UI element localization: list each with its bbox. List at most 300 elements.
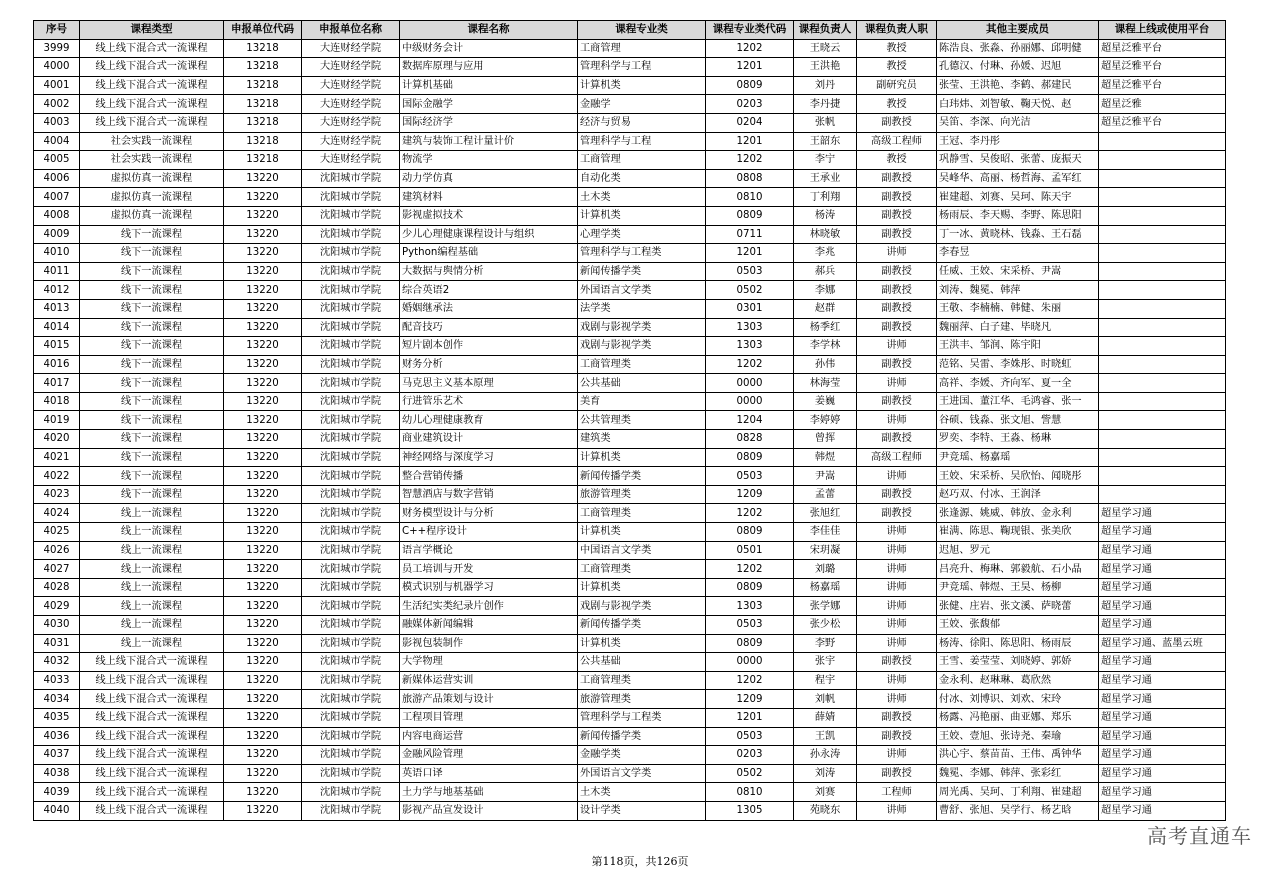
cell-course-name: 模式识别与机器学习 [400, 578, 578, 597]
cell-platform: 超星学习通 [1099, 504, 1226, 523]
cell-members: 魏冕、李娜、韩萍、张彩红 [937, 764, 1099, 783]
cell-index: 4027 [34, 560, 80, 579]
cell-platform: 超星学习通 [1099, 560, 1226, 579]
cell-major-code: 1202 [706, 560, 794, 579]
cell-major-class: 新闻传播学类 [578, 727, 706, 746]
cell-major-code: 0000 [706, 392, 794, 411]
cell-members: 洪心宇、蔡苗苗、王伟、禹钟华 [937, 746, 1099, 765]
cell-course-type: 线上线下混合式一流课程 [80, 76, 224, 95]
cell-course-type: 虚拟仿真一流课程 [80, 188, 224, 207]
cell-index: 4033 [34, 671, 80, 690]
cell-major-class: 新闻传播学类 [578, 616, 706, 635]
cell-course-name: 建筑材料 [400, 188, 578, 207]
cell-index: 4023 [34, 485, 80, 504]
cell-unit-code: 13220 [224, 783, 302, 802]
cell-platform [1099, 467, 1226, 486]
cell-major-code: 0502 [706, 764, 794, 783]
cell-index: 4035 [34, 708, 80, 727]
cell-major-class: 建筑类 [578, 430, 706, 449]
cell-lead: 苑晓东 [794, 801, 857, 820]
cell-platform: 超星学习通 [1099, 541, 1226, 560]
cell-major-code: 0502 [706, 281, 794, 300]
cell-lead-title: 副教授 [857, 281, 937, 300]
cell-unit-code: 13220 [224, 653, 302, 672]
cell-major-class: 金融学类 [578, 746, 706, 765]
cell-index: 4005 [34, 151, 80, 170]
table-row [34, 597, 1226, 616]
cell-members: 曹舒、张旭、吴学行、杨艺晗 [937, 801, 1099, 820]
cell-members: 崔满、陈思、鞠现银、张美欣 [937, 523, 1099, 542]
cell-course-name: 英语口译 [400, 764, 578, 783]
cell-members: 杨露、冯艳丽、曲亚娜、郑乐 [937, 708, 1099, 727]
cell-members: 王敬、李楠楠、韩健、朱丽 [937, 299, 1099, 318]
column-header: 申报单位代码 [224, 21, 302, 40]
cell-platform [1099, 299, 1226, 318]
cell-platform [1099, 374, 1226, 393]
cell-members: 陈浩良、张淼、孙丽娜、邱明健 [937, 39, 1099, 58]
cell-lead: 李丹捷 [794, 95, 857, 114]
table-header-row [34, 21, 1226, 40]
cell-platform: 超星学习通 [1099, 653, 1226, 672]
table-row [34, 783, 1226, 802]
cell-unit-name: 沈阳城市学院 [302, 281, 400, 300]
cell-lead-title: 讲师 [857, 671, 937, 690]
cell-unit-code: 13218 [224, 58, 302, 77]
cell-members: 崔建超、刘赛、吴珂、陈天宇 [937, 188, 1099, 207]
cell-index: 4013 [34, 299, 80, 318]
cell-course-name: 新媒体运营实训 [400, 671, 578, 690]
cell-course-type: 线下一流课程 [80, 467, 224, 486]
cell-major-class: 土木类 [578, 783, 706, 802]
cell-unit-name: 沈阳城市学院 [302, 504, 400, 523]
cell-unit-code: 13220 [224, 727, 302, 746]
course-table-container [33, 20, 1225, 821]
cell-members: 孔德汉、付琳、孙媛、迟旭 [937, 58, 1099, 77]
cell-unit-name: 沈阳城市学院 [302, 541, 400, 560]
cell-major-code: 1201 [706, 708, 794, 727]
cell-unit-name: 沈阳城市学院 [302, 206, 400, 225]
cell-unit-name: 沈阳城市学院 [302, 523, 400, 542]
table-row [34, 76, 1226, 95]
cell-unit-name: 大连财经学院 [302, 76, 400, 95]
cell-major-class: 计算机类 [578, 578, 706, 597]
cell-unit-name: 沈阳城市学院 [302, 392, 400, 411]
cell-major-class: 工商管理类 [578, 355, 706, 374]
cell-major-code: 0503 [706, 262, 794, 281]
cell-lead: 王洪艳 [794, 58, 857, 77]
cell-index: 4017 [34, 374, 80, 393]
cell-major-class: 新闻传播学类 [578, 467, 706, 486]
cell-course-type: 线上线下混合式一流课程 [80, 801, 224, 820]
column-header: 申报单位名称 [302, 21, 400, 40]
column-header: 课程专业类代码 [706, 21, 794, 40]
cell-course-type: 线上线下混合式一流课程 [80, 690, 224, 709]
cell-unit-code: 13220 [224, 244, 302, 263]
cell-unit-name: 沈阳城市学院 [302, 485, 400, 504]
cell-unit-name: 沈阳城市学院 [302, 430, 400, 449]
cell-lead: 丁利翔 [794, 188, 857, 207]
cell-unit-name: 沈阳城市学院 [302, 299, 400, 318]
table-row [34, 95, 1226, 114]
cell-index: 4012 [34, 281, 80, 300]
cell-course-name: 幼儿心理健康教育 [400, 411, 578, 430]
cell-major-class: 自动化类 [578, 169, 706, 188]
cell-unit-code: 13220 [224, 225, 302, 244]
cell-course-type: 线下一流课程 [80, 430, 224, 449]
cell-course-name: 整合营销传播 [400, 467, 578, 486]
cell-lead-title: 讲师 [857, 746, 937, 765]
cell-members: 尹竞瑶、杨嘉瑶 [937, 448, 1099, 467]
cell-unit-name: 沈阳城市学院 [302, 783, 400, 802]
cell-course-name: 行进管乐艺术 [400, 392, 578, 411]
cell-major-code: 1209 [706, 690, 794, 709]
cell-major-code: 0000 [706, 653, 794, 672]
table-row [34, 448, 1226, 467]
cell-index: 4032 [34, 653, 80, 672]
cell-members: 王姣、壹旭、张诗尧、秦瑜 [937, 727, 1099, 746]
cell-lead: 刘涛 [794, 764, 857, 783]
cell-members: 白玮炜、刘智敏、鞠天悦、赵 [937, 95, 1099, 114]
cell-lead: 李娜 [794, 281, 857, 300]
cell-platform: 超星学习通 [1099, 708, 1226, 727]
cell-course-type: 线上一流课程 [80, 504, 224, 523]
cell-major-code: 0000 [706, 374, 794, 393]
table-row [34, 746, 1226, 765]
cell-lead: 李兆 [794, 244, 857, 263]
cell-course-name: 影视产品宣发设计 [400, 801, 578, 820]
cell-lead-title: 副教授 [857, 169, 937, 188]
cell-lead: 林海莹 [794, 374, 857, 393]
table-row [34, 523, 1226, 542]
cell-course-type: 线上一流课程 [80, 578, 224, 597]
cell-lead: 张旭红 [794, 504, 857, 523]
cell-members: 李春昱 [937, 244, 1099, 263]
cell-index: 4004 [34, 132, 80, 151]
table-row [34, 541, 1226, 560]
cell-unit-code: 13218 [224, 151, 302, 170]
cell-course-type: 线上一流课程 [80, 523, 224, 542]
cell-index: 4019 [34, 411, 80, 430]
cell-unit-name: 沈阳城市学院 [302, 708, 400, 727]
cell-major-class: 工商管理类 [578, 671, 706, 690]
cell-lead: 杨季红 [794, 318, 857, 337]
table-row [34, 132, 1226, 151]
cell-course-name: 大学物理 [400, 653, 578, 672]
cell-course-type: 线上线下混合式一流课程 [80, 783, 224, 802]
cell-lead: 曾挥 [794, 430, 857, 449]
cell-members: 吴笛、李深、向光洁 [937, 113, 1099, 132]
cell-lead: 郝兵 [794, 262, 857, 281]
cell-major-class: 管理科学与工程 [578, 58, 706, 77]
cell-lead-title: 教授 [857, 95, 937, 114]
cell-major-code: 1201 [706, 244, 794, 263]
cell-lead: 刘赛 [794, 783, 857, 802]
cell-lead: 王晓云 [794, 39, 857, 58]
cell-unit-code: 13220 [224, 430, 302, 449]
cell-major-code: 1202 [706, 355, 794, 374]
cell-major-code: 1201 [706, 58, 794, 77]
cell-lead: 李佳佳 [794, 523, 857, 542]
cell-unit-name: 沈阳城市学院 [302, 597, 400, 616]
cell-platform [1099, 188, 1226, 207]
cell-major-class: 外国语言文学类 [578, 764, 706, 783]
cell-lead: 尹嵩 [794, 467, 857, 486]
cell-major-class: 管理科学与工程 [578, 132, 706, 151]
cell-unit-name: 沈阳城市学院 [302, 616, 400, 635]
cell-unit-name: 沈阳城市学院 [302, 262, 400, 281]
table-row [34, 374, 1226, 393]
cell-platform: 超星学习通 [1099, 671, 1226, 690]
cell-index: 4002 [34, 95, 80, 114]
cell-course-type: 线下一流课程 [80, 225, 224, 244]
cell-platform: 超星学习通、蓝墨云班 [1099, 634, 1226, 653]
table-row [34, 411, 1226, 430]
cell-lead: 李宁 [794, 151, 857, 170]
cell-lead: 张少松 [794, 616, 857, 635]
cell-platform [1099, 151, 1226, 170]
cell-unit-code: 13218 [224, 95, 302, 114]
cell-index: 4022 [34, 467, 80, 486]
cell-major-code: 0809 [706, 76, 794, 95]
cell-lead-title: 教授 [857, 151, 937, 170]
cell-unit-code: 13220 [224, 448, 302, 467]
cell-platform: 超星学习通 [1099, 597, 1226, 616]
cell-unit-name: 沈阳城市学院 [302, 318, 400, 337]
cell-major-class: 心理学类 [578, 225, 706, 244]
cell-unit-code: 13220 [224, 634, 302, 653]
cell-unit-code: 13218 [224, 132, 302, 151]
cell-major-class: 工商管理类 [578, 560, 706, 579]
cell-platform [1099, 485, 1226, 504]
cell-course-name: 财务模型设计与分析 [400, 504, 578, 523]
cell-lead: 王承业 [794, 169, 857, 188]
cell-course-name: 融媒体新闻编辑 [400, 616, 578, 635]
cell-unit-code: 13220 [224, 262, 302, 281]
cell-platform: 超星学习通 [1099, 746, 1226, 765]
cell-unit-code: 13220 [224, 188, 302, 207]
cell-index: 4031 [34, 634, 80, 653]
cell-lead-title: 工程师 [857, 783, 937, 802]
cell-lead: 赵群 [794, 299, 857, 318]
cell-unit-code: 13220 [224, 708, 302, 727]
cell-lead: 杨嘉瑶 [794, 578, 857, 597]
cell-major-class: 公共基础 [578, 374, 706, 393]
cell-index: 4030 [34, 616, 80, 635]
cell-major-code: 0501 [706, 541, 794, 560]
cell-major-class: 旅游管理类 [578, 690, 706, 709]
cell-platform [1099, 411, 1226, 430]
cell-lead: 杨涛 [794, 206, 857, 225]
cell-members: 张莹、王洪艳、李鹤、郝建民 [937, 76, 1099, 95]
cell-platform: 超星学习通 [1099, 801, 1226, 820]
cell-unit-code: 13220 [224, 281, 302, 300]
cell-course-type: 社会实践一流课程 [80, 151, 224, 170]
cell-major-code: 1202 [706, 671, 794, 690]
cell-major-code: 1201 [706, 132, 794, 151]
cell-platform [1099, 392, 1226, 411]
cell-platform [1099, 337, 1226, 356]
cell-lead-title: 讲师 [857, 690, 937, 709]
cell-lead: 李婷婷 [794, 411, 857, 430]
cell-course-type: 线下一流课程 [80, 392, 224, 411]
cell-lead: 韩煜 [794, 448, 857, 467]
column-header: 序号 [34, 21, 80, 40]
table-row [34, 671, 1226, 690]
cell-platform [1099, 318, 1226, 337]
cell-major-code: 1202 [706, 151, 794, 170]
cell-major-class: 金融学 [578, 95, 706, 114]
cell-course-name: 大数据与舆情分析 [400, 262, 578, 281]
cell-lead-title: 讲师 [857, 374, 937, 393]
cell-platform [1099, 355, 1226, 374]
cell-platform: 超星学习通 [1099, 783, 1226, 802]
cell-members: 丁一冰、黄晓林、钱淼、王石磊 [937, 225, 1099, 244]
cell-members: 吕亮升、梅琳、郭毅航、石小晶 [937, 560, 1099, 579]
cell-unit-name: 沈阳城市学院 [302, 746, 400, 765]
cell-major-code: 1202 [706, 504, 794, 523]
table-row [34, 244, 1226, 263]
cell-platform: 超星学习通 [1099, 523, 1226, 542]
cell-major-code: 0828 [706, 430, 794, 449]
cell-index: 4001 [34, 76, 80, 95]
cell-unit-name: 沈阳城市学院 [302, 411, 400, 430]
cell-course-type: 线上线下混合式一流课程 [80, 653, 224, 672]
cell-major-class: 计算机类 [578, 448, 706, 467]
cell-unit-code: 13220 [224, 671, 302, 690]
cell-major-class: 新闻传播学类 [578, 262, 706, 281]
cell-members: 尹竞瑶、韩煜、王昊、杨柳 [937, 578, 1099, 597]
cell-unit-code: 13220 [224, 355, 302, 374]
cell-index: 4026 [34, 541, 80, 560]
column-header: 课程负责人 [794, 21, 857, 40]
cell-course-name: 影视虚拟技术 [400, 206, 578, 225]
cell-index: 4038 [34, 764, 80, 783]
cell-index: 4003 [34, 113, 80, 132]
cell-unit-code: 13220 [224, 801, 302, 820]
cell-unit-name: 沈阳城市学院 [302, 225, 400, 244]
cell-lead: 林晓敏 [794, 225, 857, 244]
cell-members: 吴峰华、高丽、杨哲海、孟军红 [937, 169, 1099, 188]
cell-lead-title: 副教授 [857, 225, 937, 244]
table-row [34, 504, 1226, 523]
cell-course-name: 物流学 [400, 151, 578, 170]
cell-lead: 孙伟 [794, 355, 857, 374]
cell-lead: 张帆 [794, 113, 857, 132]
cell-unit-code: 13220 [224, 318, 302, 337]
cell-course-name: 生活纪实类纪录片创作 [400, 597, 578, 616]
cell-lead-title: 副教授 [857, 653, 937, 672]
cell-course-name: 旅游产品策划与设计 [400, 690, 578, 709]
cell-lead-title: 讲师 [857, 244, 937, 263]
cell-platform [1099, 206, 1226, 225]
cell-major-code: 1204 [706, 411, 794, 430]
table-row [34, 634, 1226, 653]
cell-course-name: 综合英语2 [400, 281, 578, 300]
cell-unit-name: 沈阳城市学院 [302, 374, 400, 393]
cell-lead-title: 副教授 [857, 727, 937, 746]
cell-course-name: 智慧酒店与数字营销 [400, 485, 578, 504]
cell-unit-code: 13220 [224, 578, 302, 597]
cell-major-code: 0809 [706, 634, 794, 653]
cell-lead-title: 讲师 [857, 560, 937, 579]
cell-index: 4029 [34, 597, 80, 616]
cell-course-type: 线下一流课程 [80, 485, 224, 504]
cell-major-code: 1209 [706, 485, 794, 504]
cell-lead: 刘璐 [794, 560, 857, 579]
cell-lead-title: 高级工程师 [857, 132, 937, 151]
cell-unit-name: 沈阳城市学院 [302, 355, 400, 374]
cell-lead-title: 副教授 [857, 299, 937, 318]
table-row [34, 560, 1226, 579]
cell-unit-code: 13220 [224, 467, 302, 486]
cell-platform [1099, 448, 1226, 467]
cell-major-code: 0809 [706, 578, 794, 597]
cell-members: 巩静雪、吴俊昭、张蕾、庞振天 [937, 151, 1099, 170]
cell-lead-title: 教授 [857, 39, 937, 58]
cell-course-name: 影视包装制作 [400, 634, 578, 653]
cell-lead-title: 讲师 [857, 597, 937, 616]
cell-major-class: 设计学类 [578, 801, 706, 820]
cell-lead-title: 讲师 [857, 523, 937, 542]
table-row [34, 578, 1226, 597]
cell-lead-title: 副教授 [857, 504, 937, 523]
cell-lead-title: 高级工程师 [857, 448, 937, 467]
cell-platform [1099, 262, 1226, 281]
cell-lead: 程宇 [794, 671, 857, 690]
cell-lead-title: 讲师 [857, 578, 937, 597]
cell-unit-name: 大连财经学院 [302, 132, 400, 151]
cell-lead-title: 教授 [857, 58, 937, 77]
cell-course-type: 线上线下混合式一流课程 [80, 39, 224, 58]
cell-lead-title: 副研究员 [857, 76, 937, 95]
cell-major-class: 计算机类 [578, 206, 706, 225]
cell-unit-name: 沈阳城市学院 [302, 690, 400, 709]
cell-unit-code: 13220 [224, 690, 302, 709]
cell-platform: 超星泛雅平台 [1099, 58, 1226, 77]
cell-lead: 刘帆 [794, 690, 857, 709]
cell-unit-name: 大连财经学院 [302, 58, 400, 77]
cell-major-code: 1305 [706, 801, 794, 820]
cell-course-name: 财务分析 [400, 355, 578, 374]
cell-major-class: 戏剧与影视学类 [578, 597, 706, 616]
cell-unit-name: 沈阳城市学院 [302, 560, 400, 579]
cell-major-class: 管理科学与工程类 [578, 708, 706, 727]
cell-members: 张健、庄岩、张文溪、萨晓蕾 [937, 597, 1099, 616]
cell-platform: 超星学习通 [1099, 764, 1226, 783]
cell-course-name: 内容电商运营 [400, 727, 578, 746]
cell-major-class: 法学类 [578, 299, 706, 318]
cell-course-type: 线下一流课程 [80, 262, 224, 281]
table-row [34, 801, 1226, 820]
cell-platform: 超星泛雅平台 [1099, 39, 1226, 58]
cell-lead-title: 副教授 [857, 355, 937, 374]
cell-members: 王姣、张馥郁 [937, 616, 1099, 635]
cell-course-name: 马克思主义基本原理 [400, 374, 578, 393]
cell-index: 4015 [34, 337, 80, 356]
cell-index: 4034 [34, 690, 80, 709]
table-row [34, 392, 1226, 411]
table-row [34, 151, 1226, 170]
cell-lead: 李学林 [794, 337, 857, 356]
table-body [34, 39, 1226, 820]
cell-major-code: 0204 [706, 113, 794, 132]
cell-lead-title: 副教授 [857, 206, 937, 225]
table-row [34, 430, 1226, 449]
cell-course-name: 少儿心理健康课程设计与组织 [400, 225, 578, 244]
cell-platform [1099, 281, 1226, 300]
cell-lead: 孙永涛 [794, 746, 857, 765]
table-row [34, 485, 1226, 504]
